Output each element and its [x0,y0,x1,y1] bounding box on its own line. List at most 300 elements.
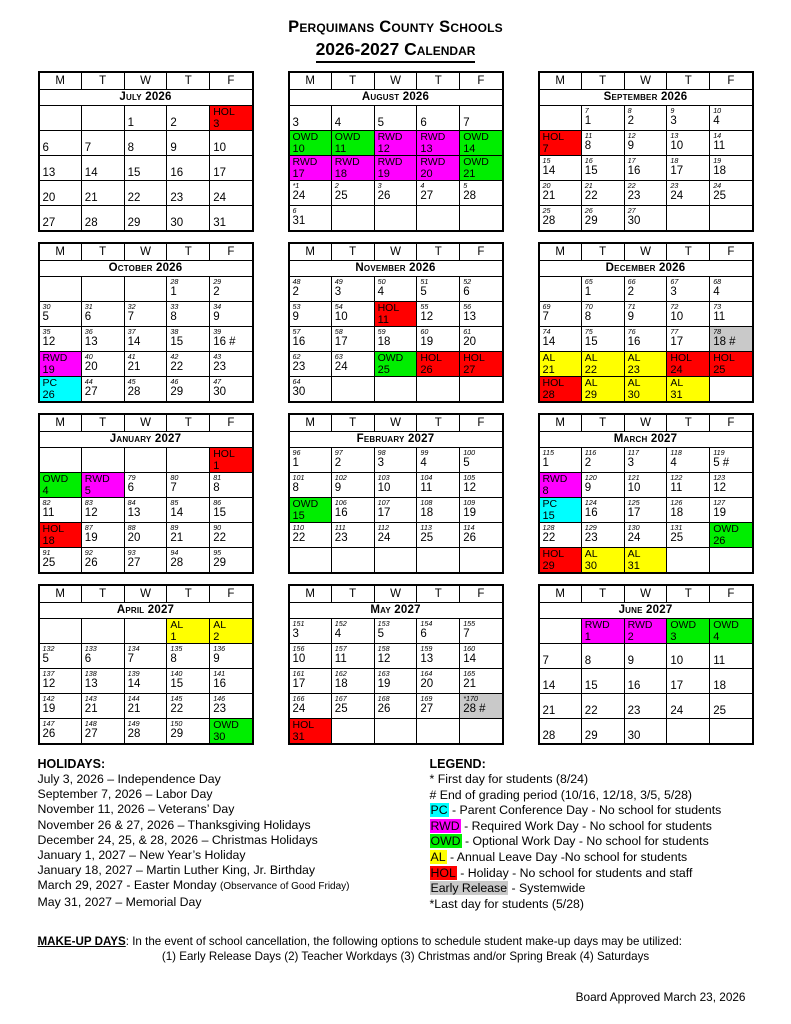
day-cell[interactable] [81,302,124,327]
day-cell[interactable] [539,548,582,574]
day-cell[interactable] [39,548,82,573]
day-cell[interactable] [539,719,582,745]
day-cell[interactable] [289,473,332,498]
day-cell[interactable] [124,473,167,498]
month-name-row [539,432,753,448]
day-cell[interactable] [210,302,253,327]
day-number: 19 [42,364,55,376]
day-cell[interactable] [289,619,332,644]
day-cell[interactable] [331,327,374,352]
day-cell[interactable] [460,302,503,327]
day-cell[interactable] [581,669,624,694]
day-cell[interactable] [39,131,82,156]
day-number: 23 [292,361,306,373]
day-cell[interactable] [167,156,210,181]
week-row [539,156,753,181]
day-cell[interactable] [539,694,582,719]
day-cell[interactable] [417,352,460,377]
day-cell[interactable] [581,302,624,327]
dow-header-cell: T [417,243,460,261]
day-cell[interactable] [710,694,753,719]
day-cell[interactable] [210,181,253,206]
day-cell[interactable] [539,498,582,523]
day-cell[interactable] [417,523,460,548]
day-cell[interactable] [710,302,753,327]
day-cell[interactable] [289,694,332,719]
day-cell[interactable] [210,473,253,498]
day-cell[interactable] [417,473,460,498]
day-cell[interactable] [210,277,253,302]
day-cell[interactable] [289,644,332,669]
day-cell[interactable] [539,669,582,694]
day-cell[interactable] [39,473,82,498]
day-cell[interactable] [624,302,667,327]
day-cell[interactable] [124,694,167,719]
day-cell[interactable] [581,523,624,548]
day-number: 28 [542,730,556,742]
day-cell[interactable] [624,523,667,548]
day-cell[interactable] [581,156,624,181]
day-cell[interactable] [331,694,374,719]
day-cell[interactable] [39,352,82,377]
day-cell[interactable] [331,669,374,694]
day-cell[interactable] [39,377,82,403]
instructional-day-count: 105 [463,473,476,482]
week-row [539,548,753,574]
day-cell[interactable] [289,156,332,181]
day-cell[interactable] [124,644,167,669]
dow-header-row [539,414,753,432]
day-cell[interactable] [710,156,753,181]
day-cell[interactable] [39,206,82,232]
day-cell[interactable] [124,181,167,206]
day-cell[interactable] [539,644,582,669]
day-cell[interactable] [331,106,374,131]
day-cell[interactable] [417,156,460,181]
day-cell[interactable] [581,719,624,745]
day-cell[interactable] [667,644,710,669]
day-cell[interactable] [374,473,417,498]
day-cell[interactable] [289,131,332,156]
week-row [539,473,753,498]
day-cell[interactable] [374,644,417,669]
day-cell[interactable] [374,448,417,473]
day-cell[interactable] [624,548,667,574]
day-cell[interactable] [460,473,503,498]
day-cell[interactable] [710,644,753,669]
day-cell[interactable] [667,181,710,206]
day-cell[interactable] [417,106,460,131]
day-cell[interactable] [81,156,124,181]
day-cell[interactable] [417,644,460,669]
day-cell[interactable] [210,523,253,548]
day-cell[interactable] [81,694,124,719]
day-cell[interactable] [667,669,710,694]
day-cell[interactable] [667,448,710,473]
day-cell[interactable] [210,498,253,523]
day-cell[interactable] [124,106,167,131]
day-cell[interactable] [289,277,332,302]
day-cell[interactable] [374,277,417,302]
day-cell[interactable] [710,498,753,523]
day-cell[interactable] [667,302,710,327]
day-cell[interactable] [460,523,503,548]
day-cell[interactable] [81,327,124,352]
day-cell[interactable] [124,327,167,352]
day-cell[interactable] [167,644,210,669]
day-cell[interactable] [210,106,253,131]
day-cell[interactable] [710,181,753,206]
day-cell[interactable] [417,277,460,302]
day-cell[interactable] [289,669,332,694]
day-cell[interactable] [374,669,417,694]
month-block [38,413,254,574]
day-cell[interactable] [289,302,332,327]
day-cell[interactable] [210,327,253,352]
day-cell[interactable] [581,644,624,669]
day-cell[interactable] [331,277,374,302]
day-cell[interactable] [624,694,667,719]
day-cell[interactable] [210,669,253,694]
instructional-day-count: 75 [584,327,593,336]
day-cell[interactable] [460,669,503,694]
day-cell[interactable] [167,498,210,523]
day-cell[interactable] [81,131,124,156]
day-cell[interactable] [624,156,667,181]
day-cell[interactable] [667,498,710,523]
day-cell[interactable] [710,619,753,644]
day-cell[interactable] [210,131,253,156]
day-cell[interactable] [624,473,667,498]
day-cell[interactable] [710,669,753,694]
day-cell[interactable] [374,156,417,181]
day-cell[interactable] [417,619,460,644]
day-number: 3 [213,118,220,130]
day-cell[interactable] [667,377,710,403]
day-cell[interactable] [331,619,374,644]
day-cell[interactable] [710,352,753,377]
day-cell[interactable] [539,473,582,498]
day-number: 9 [627,140,634,152]
day-cell[interactable] [39,644,82,669]
day-cell[interactable] [124,498,167,523]
day-cell[interactable] [39,498,82,523]
day-cell[interactable] [210,377,253,403]
day-cell[interactable] [167,669,210,694]
day-cell[interactable] [539,206,582,231]
day-cell[interactable] [289,448,332,473]
day-cell[interactable] [81,644,124,669]
day-cell[interactable] [624,619,667,644]
day-cell[interactable] [81,377,124,403]
day-number: 4 [420,457,427,469]
day-cell[interactable] [289,498,332,523]
day-cell[interactable] [417,498,460,523]
holiday-item-text: November 26 & 27, 2026 – Thanksgiving Holidays [37,817,311,832]
day-number: 19 [377,678,391,690]
day-cell[interactable] [539,448,582,473]
day-cell[interactable] [624,352,667,377]
day-cell[interactable] [460,327,503,352]
month-name-row [289,603,503,619]
day-cell[interactable] [460,181,503,206]
week-row [539,448,753,473]
day-cell[interactable] [289,327,332,352]
day-cell[interactable] [210,694,253,719]
dow-header-row [39,72,253,90]
day-cell[interactable] [581,327,624,352]
day-cell[interactable] [167,523,210,548]
day-cell[interactable] [581,277,624,302]
day-cell[interactable] [460,352,503,377]
day-cell[interactable] [624,181,667,206]
day-cell[interactable] [581,448,624,473]
day-cell[interactable] [289,352,332,377]
week-row [39,302,253,327]
day-cell[interactable] [167,206,210,232]
day-cell[interactable] [710,448,753,473]
day-cell[interactable] [417,669,460,694]
day-cell[interactable] [81,473,124,498]
day-cell[interactable] [667,156,710,181]
legend-item [430,788,754,804]
day-cell[interactable] [167,352,210,377]
day-cell[interactable] [624,669,667,694]
day-cell[interactable] [167,181,210,206]
day-cell[interactable] [460,156,503,181]
day-cell[interactable] [460,694,503,719]
day-cell[interactable] [289,523,332,548]
day-cell[interactable] [39,523,82,548]
day-cell[interactable] [417,448,460,473]
legend-item-text: *Last day for students (5/28) [429,896,584,911]
day-cell[interactable] [210,448,253,473]
day-cell[interactable] [667,694,710,719]
day-cell[interactable] [167,327,210,352]
day-cell[interactable] [581,131,624,156]
day-cell[interactable] [460,131,503,156]
day-cell[interactable] [374,523,417,548]
day-cell[interactable] [124,377,167,403]
day-cell[interactable] [210,156,253,181]
day-cell[interactable] [581,352,624,377]
day-number: 7 [170,482,177,494]
month-name: June 2027 [539,603,753,619]
day-number: 2 [292,286,299,298]
day-cell[interactable] [624,719,667,745]
day-cell[interactable] [39,719,82,745]
day-cell[interactable] [167,619,210,644]
day-cell[interactable] [39,302,82,327]
day-cell[interactable] [167,377,210,403]
day-cell[interactable] [667,352,710,377]
day-cell[interactable] [710,327,753,352]
day-cell[interactable] [581,548,624,574]
day-number: 21 [463,678,476,690]
day-cell[interactable] [624,131,667,156]
day-cell[interactable] [124,523,167,548]
day-cell[interactable] [81,669,124,694]
day-cell[interactable] [81,352,124,377]
day-cell[interactable] [81,206,124,232]
day-cell[interactable] [624,206,667,231]
day-cell[interactable] [539,327,582,352]
day-cell[interactable] [581,106,624,131]
day-cell[interactable] [124,548,167,573]
instructional-day-count: 138 [84,669,97,678]
day-cell[interactable] [124,669,167,694]
day-cell[interactable] [539,302,582,327]
day-cell[interactable] [539,156,582,181]
day-cell[interactable] [539,131,582,156]
day-cell[interactable] [624,448,667,473]
day-cell[interactable] [81,181,124,206]
day-cell[interactable] [81,548,124,573]
day-cell[interactable] [539,523,582,548]
day-cell[interactable] [124,131,167,156]
day-cell[interactable] [81,719,124,745]
day-cell[interactable] [331,448,374,473]
day-cell[interactable] [331,131,374,156]
day-number: 28 [170,557,184,569]
day-type-badge: RWD [542,473,568,485]
day-cell[interactable] [124,156,167,181]
instructional-day-count: 152 [334,619,347,628]
day-cell[interactable] [581,181,624,206]
day-cell[interactable] [210,644,253,669]
day-cell[interactable] [460,277,503,302]
day-cell[interactable] [460,448,503,473]
day-cell[interactable] [581,694,624,719]
day-cell[interactable] [331,523,374,548]
day-cell[interactable] [417,181,460,206]
day-cell[interactable] [289,181,332,206]
day-cell[interactable] [417,302,460,327]
day-cell[interactable] [374,106,417,131]
day-cell[interactable] [167,548,210,573]
day-cell[interactable] [460,619,503,644]
day-cell[interactable] [39,156,82,181]
day-cell[interactable] [374,498,417,523]
day-cell[interactable] [210,352,253,377]
day-cell[interactable] [210,206,253,232]
day-cell[interactable] [81,498,124,523]
day-cell[interactable] [581,206,624,231]
day-cell[interactable] [124,206,167,232]
day-cell[interactable] [710,523,753,548]
day-cell[interactable] [667,619,710,644]
day-cell[interactable] [710,131,753,156]
day-cell[interactable] [39,669,82,694]
day-cell[interactable] [374,302,417,327]
day-cell[interactable] [210,548,253,573]
day-cell[interactable] [167,131,210,156]
day-cell[interactable] [667,327,710,352]
day-cell[interactable] [331,302,374,327]
day-cell[interactable] [624,277,667,302]
day-cell[interactable] [374,352,417,377]
day-cell[interactable] [167,302,210,327]
day-cell[interactable] [710,106,753,131]
day-cell[interactable] [39,694,82,719]
day-cell[interactable] [460,106,503,131]
holiday-item [38,787,430,802]
day-cell[interactable] [210,719,253,745]
day-cell[interactable] [39,181,82,206]
day-cell[interactable] [331,498,374,523]
day-cell[interactable] [331,473,374,498]
day-cell[interactable] [624,377,667,403]
day-cell[interactable] [624,327,667,352]
day-cell[interactable] [167,694,210,719]
day-number: 6 [463,286,470,298]
day-cell[interactable] [624,498,667,523]
day-number: 7 [463,628,470,640]
legend-item [430,897,754,913]
day-cell[interactable] [667,523,710,548]
day-cell[interactable] [289,719,332,745]
day-cell[interactable] [331,644,374,669]
day-number: 30 [627,730,641,742]
day-cell[interactable] [581,498,624,523]
day-cell[interactable] [667,473,710,498]
day-cell[interactable] [167,473,210,498]
day-cell[interactable] [374,181,417,206]
day-cell[interactable] [331,181,374,206]
day-cell[interactable] [374,619,417,644]
day-cell[interactable] [417,131,460,156]
day-cell[interactable] [624,644,667,669]
day-cell[interactable] [374,327,417,352]
dow-header-cell: M [39,72,82,90]
day-cell[interactable] [667,277,710,302]
day-cell[interactable] [581,377,624,403]
day-cell[interactable] [581,619,624,644]
day-cell[interactable] [167,106,210,131]
day-cell[interactable] [124,302,167,327]
day-cell[interactable] [39,327,82,352]
day-cell[interactable] [667,131,710,156]
day-cell[interactable] [374,694,417,719]
day-cell[interactable] [581,473,624,498]
day-cell[interactable] [374,131,417,156]
day-cell[interactable] [710,473,753,498]
day-cell[interactable] [710,277,753,302]
day-cell[interactable] [624,106,667,131]
day-cell[interactable] [331,156,374,181]
day-cell[interactable] [289,377,332,402]
day-cell[interactable] [210,619,253,644]
day-cell[interactable] [124,352,167,377]
day-cell[interactable] [167,277,210,302]
day-cell[interactable] [539,181,582,206]
day-cell[interactable] [417,327,460,352]
day-cell[interactable] [289,106,332,131]
day-cell[interactable] [460,498,503,523]
day-cell[interactable] [417,694,460,719]
day-number: 21 [463,168,476,180]
day-cell[interactable] [289,206,332,231]
holidays-section [38,757,430,910]
day-cell[interactable] [539,352,582,377]
day-cell[interactable] [81,523,124,548]
day-cell[interactable] [124,719,167,745]
day-cell[interactable] [167,719,210,745]
day-cell[interactable] [460,644,503,669]
day-cell[interactable] [331,352,374,377]
day-cell[interactable] [539,377,582,403]
day-cell[interactable] [667,106,710,131]
